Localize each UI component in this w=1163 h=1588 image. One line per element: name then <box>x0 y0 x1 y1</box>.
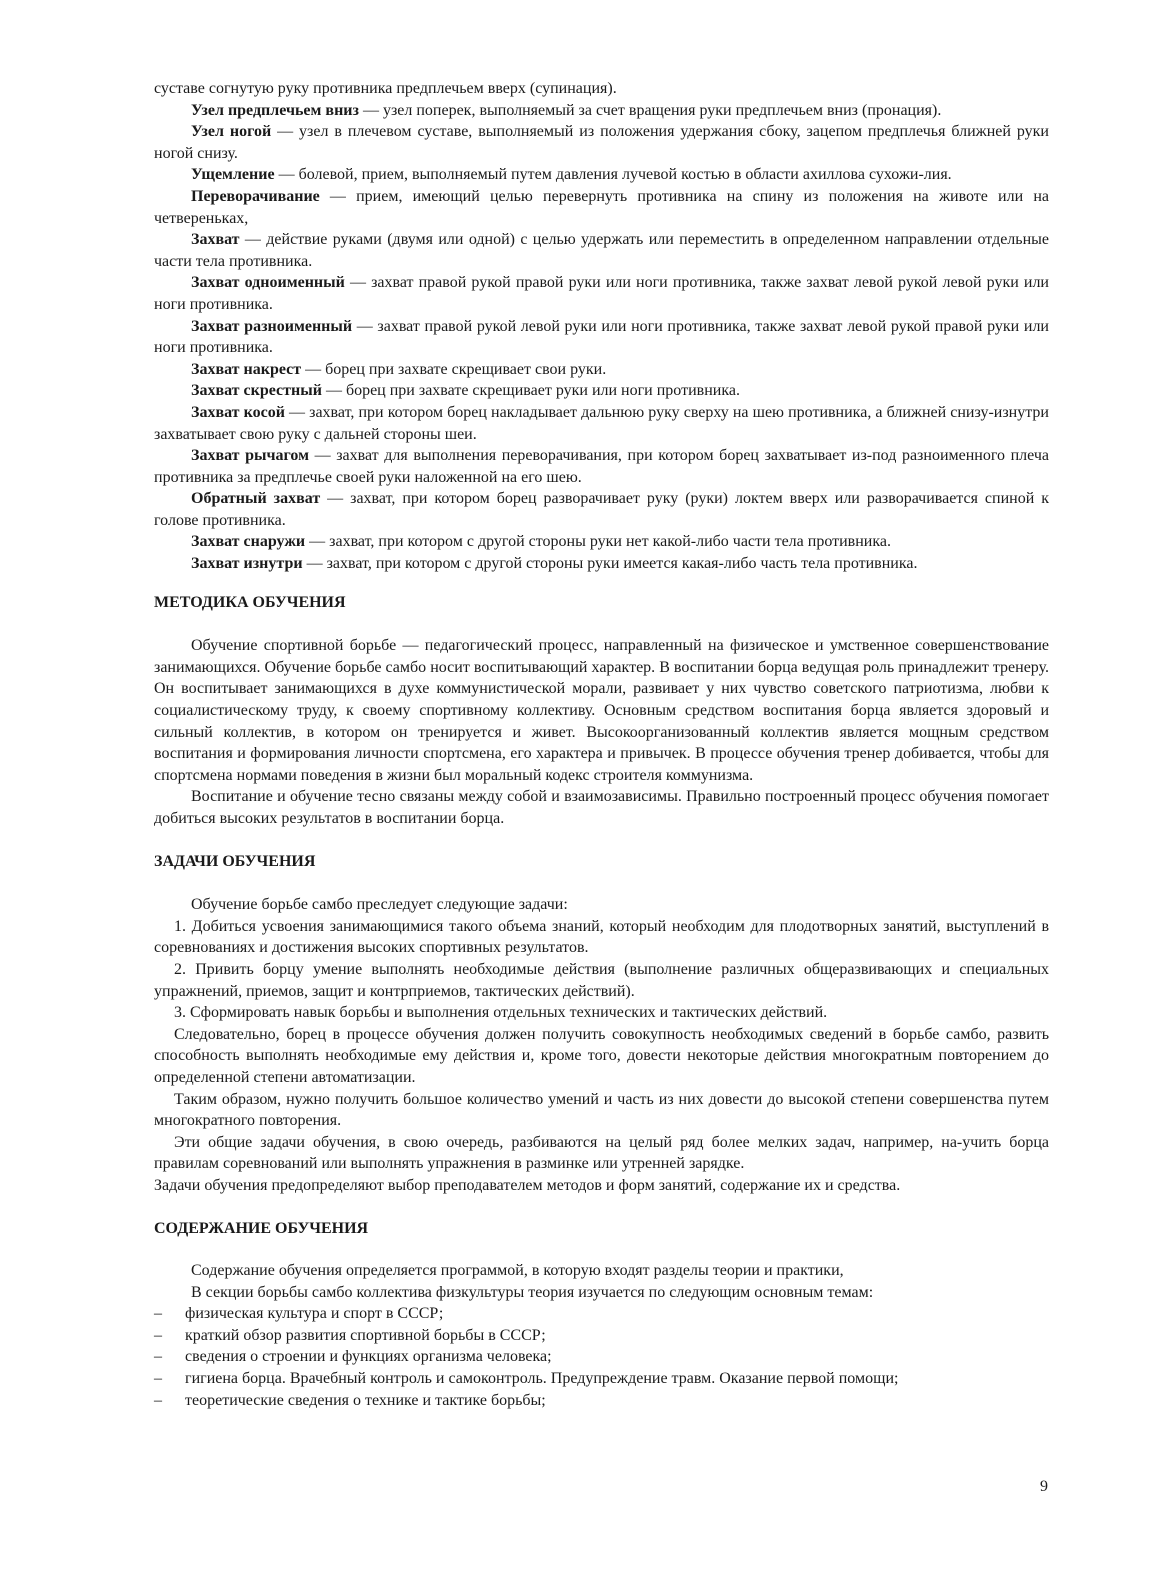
content-paragraph: Содержание обучения определяется программой, в которую входят разделы теории и практики, <box>191 1262 844 1280</box>
term-name: Захват разноименный <box>191 317 353 335</box>
term-name: Захват изнутри <box>191 555 303 573</box>
term-paragraph <box>154 272 1049 315</box>
term-definition: — захват для выполнения переворачивания, при котором борец захватывает из-под разноименного плеча противника за предплечье своей руки наложенной на его шею. <box>154 447 1050 486</box>
term-definition: — захват правой рукой левой руки или ноги противника, также захват левой рукой правой руки или ноги противника. <box>154 317 1049 357</box>
term-paragraph <box>154 164 1049 186</box>
list-item: – краткий обзор развития спортивной борьбы в СССР; <box>154 1325 1049 1347</box>
term-definition: — захват правой рукой правой руки или ноги противника, также захват левой рукой левой руки или ноги противника. <box>154 274 1049 313</box>
term-definition: — борец при захвате скрещивает свои руки. <box>301 360 607 378</box>
term-definition: — узел поперек, выполняемый за счет вращения руки предплечьем вниз (пронация). <box>358 101 942 119</box>
term-name: Захват накрест <box>191 360 302 378</box>
term-paragraph <box>154 445 1049 488</box>
term-definition: — захват, при котором борец разворачивает руку (руки) локтем вверх или разворачивается спиной к голове противника. <box>154 490 1050 529</box>
term-name: Обратный захват <box>191 490 321 508</box>
term-definition: — захват, при котором с другой стороны руки нет какой-либо части тела противника. <box>305 533 891 551</box>
term-name: Захват скрестный <box>191 382 322 400</box>
term-definition: — захват, при котором с другой стороны руки имеется какая-либо часть тела противника. <box>302 555 918 573</box>
term-paragraph <box>154 359 1049 381</box>
term-definition: — узел в плечевом суставе, выполняемый из положения удержания сбоку, зацепом предплечья ближней руки ногой снизу. <box>154 123 1049 162</box>
numbered-item: 2. Привить борцу умение выполнять необходимые действия (выполнение различных общеразвивающих и специальных упражнений, приемов, защит и контрприемов, тактических действий). <box>154 960 1049 1000</box>
list-item: – теоретические сведения о технике и тактике борьбы; <box>154 1390 1049 1412</box>
topics-list <box>154 1303 1049 1411</box>
tasks-paragraph: Задачи обучения предопределяют выбор преподавателем методов и форм занятий, содержание их и средства. <box>154 1176 901 1194</box>
tasks-paragraph: Таким образом, нужно получить большое количество умений и часть из них довести до высокой степени совершенства путем многократного повторения. <box>154 1090 1049 1130</box>
term-paragraph <box>154 186 1049 229</box>
terms-list <box>154 100 1049 575</box>
tasks-paragraph: Следовательно, борец в процессе обучения должен получить совокупность необходимых сведений в борьбе самбо, развить способность выполнять необходимые ему действия и, кроме того, довести некоторые действия многократным повторением до определенной степени автоматизации. <box>154 1025 1049 1086</box>
term-paragraph <box>154 316 1049 359</box>
methodology-paragraph: Обучение спортивной борьбе — педагогический процесс, направленный на физическое и умственное совершенствование занимающихся. Обучение борьбе самбо носит воспитывающий характер. В воспитании борца ведущая роль принадлежит тренеру. Он воспитывает занимающихся в духе коммунистической морали, развивает у них чувство советского патриотизма, любви к социалистическому труду, к своему спортивному коллективу. Основным средством воспитания борца является здоровый и сильный коллектив, в котором он тренируется и живет. Высокоорганизованный коллектив является мощным средством воспитания и формирования личности спортсмена, его характера и привычек. В процессе обучения тренер добивается, чтобы для спортсмена нормами поведения в жизни был моральный кодекс строителя коммунизма. <box>154 637 1049 784</box>
term-name: Узел предплечьем вниз <box>191 101 359 119</box>
term-name: Захват рычагом <box>191 447 310 465</box>
term-paragraph <box>154 402 1049 445</box>
term-paragraph <box>154 531 1049 553</box>
tasks-intro: Обучение борьбе самбо преследует следующие задачи: <box>191 896 568 914</box>
continued-paragraph: суставе согнутую руку противника предплечьем вверх (супинация). <box>154 80 617 97</box>
term-definition: — борец при захвате скрещивает руки или ноги противника. <box>321 382 740 400</box>
term-name: Захват косой <box>191 403 285 421</box>
list-item: – гигиена борца. Врачебный контроль и самоконтроль. Предупреждение травм. Оказание первой помощи; <box>154 1368 1049 1390</box>
list-item: – физическая культура и спорт в СССР; <box>154 1303 1049 1325</box>
term-paragraph <box>154 553 1049 575</box>
section-heading-content: СОДЕРЖАНИЕ ОБУЧЕНИЯ <box>154 1219 369 1237</box>
term-definition: — действие руками (двумя или одной) с целью удержать или переместить в определенном направлении отдельные части тела противника. <box>154 231 1049 270</box>
term-definition: — болевой, прием, выполняемый путем давления лучевой костью в области ахиллова сухожи-лия. <box>274 166 952 184</box>
term-paragraph <box>154 100 1049 122</box>
section-heading-methodology: МЕТОДИКА ОБУЧЕНИЯ <box>154 593 346 611</box>
tasks-paragraph: Эти общие задачи обучения, в свою очередь, разбиваются на целый ряд более мелких задач, например, на-учить борца правилам соревнований или выполнять упражнения в разминке или утренней зарядке. <box>154 1133 1049 1173</box>
content-paragraph: В секции борьбы самбо коллектива физкультуры теория изучается по следующим основным темам: <box>191 1283 874 1301</box>
page-number: 9 <box>1040 1478 1048 1495</box>
section-heading-tasks: ЗАДАЧИ ОБУЧЕНИЯ <box>154 852 316 870</box>
term-paragraph <box>154 121 1049 164</box>
term-name: Захват <box>191 231 240 249</box>
methodology-paragraph: Воспитание и обучение тесно связаны между собой и взаимозависимы. Правильно построенный процесс обучения помогает добиться высоких результатов в воспитании борца. <box>154 788 1049 827</box>
term-paragraph <box>154 380 1049 402</box>
term-name: Переворачивание <box>191 187 320 205</box>
term-name: Узел ногой <box>191 123 272 141</box>
term-paragraph <box>154 229 1049 272</box>
numbered-item: 3. Сформировать навык борьбы и выполнения отдельных технических и тактических действий. <box>174 1004 828 1022</box>
list-item: – сведения о строении и функциях организма человека; <box>154 1346 1049 1368</box>
numbered-item: 1. Добиться усвоения занимающимися такого объема знаний, который необходим для плодотворных занятий, выступлений в соревнованиях и достижения высоких спортивных результатов. <box>154 917 1049 957</box>
document-page <box>154 78 1049 1411</box>
term-definition: — прием, имеющий целью перевернуть противника на спину из положения на животе или на четвереньках, <box>154 187 1049 227</box>
term-paragraph <box>154 488 1049 531</box>
term-name: Ущемление <box>191 166 275 184</box>
term-name: Захват снаружи <box>191 533 306 551</box>
term-name: Захват одноименный <box>191 274 345 292</box>
term-definition: — захват, при котором борец накладывает дальнюю руку сверху на шею противника, а ближней снизу-изнутри захватывает свою руку с дальней стороны шеи. <box>154 403 1049 443</box>
